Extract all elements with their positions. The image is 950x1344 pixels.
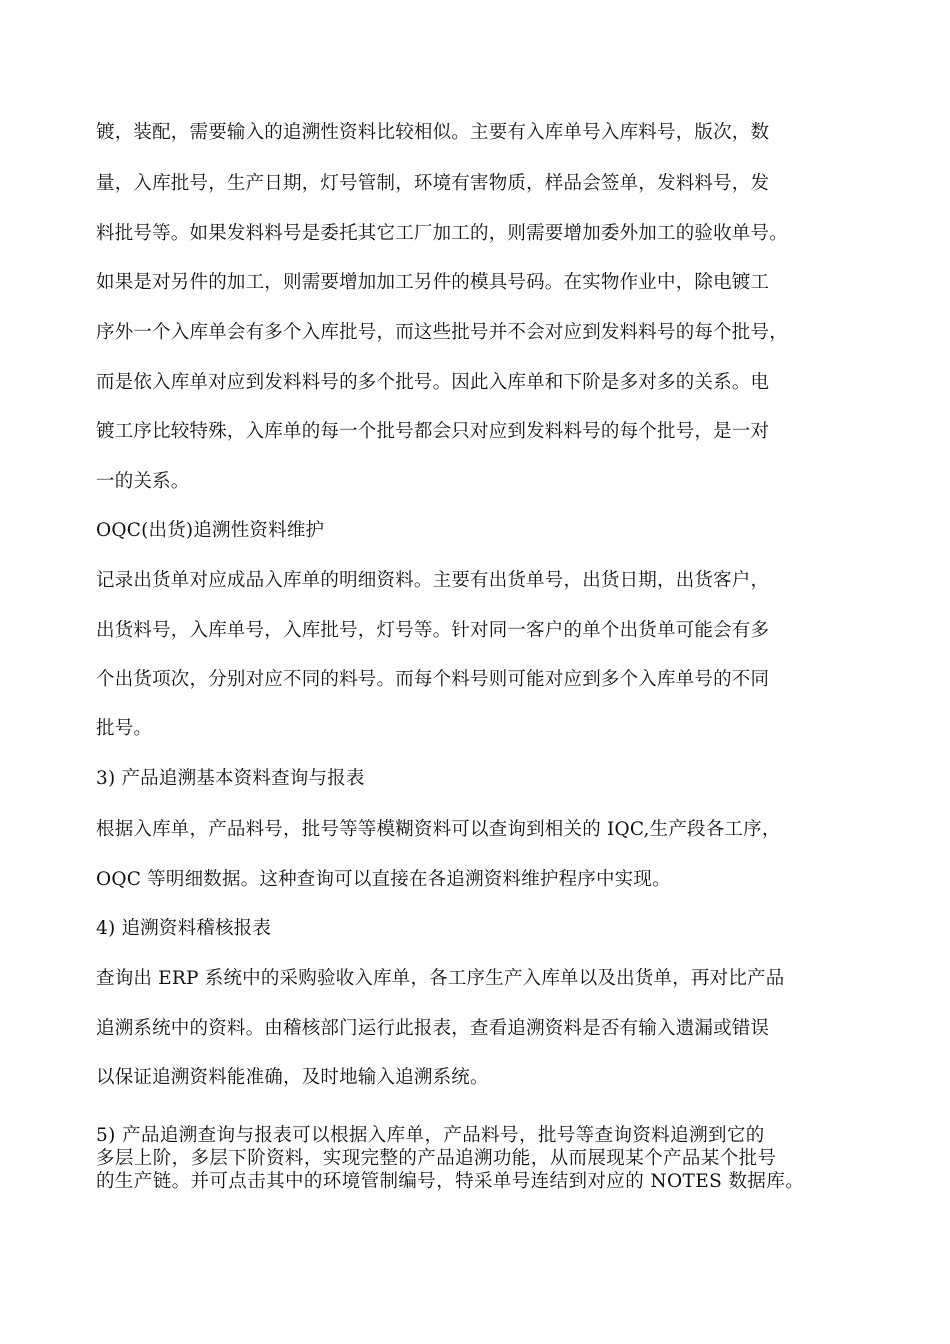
paragraph-2-line-2: 出货料号，入库单号，入库批号，灯号等。针对同一客户的单个出货单可能会有多: [96, 620, 770, 641]
paragraph-1-line-1: 镀，装配，需要输入的追溯性资料比较相似。主要有入库单号入库料号，版次，数: [96, 122, 770, 143]
paragraph-1-line-2: 量，入库批号，生产日期，灯号管制，环境有害物质，样品会签单，发料料号，发: [96, 173, 770, 194]
paragraph-5-line-1: 5) 产品追溯查询与报表可以根据入库单，产品料号，批号等查询资料追溯到它的: [96, 1125, 765, 1146]
paragraph-4-line-2: 追溯系统中的资料。由稽核部门运行此报表，查看追溯资料是否有输入遗漏或错误: [96, 1018, 770, 1039]
paragraph-4-line-1: 查询出 ERP 系统中的采购验收入库单，各工序生产入库单以及出货单，再对比产品: [96, 968, 785, 989]
paragraph-3-line-1: 根据入库单，产品料号，批号等等模糊资料可以查询到相关的 IQC,生产段各工序，: [96, 819, 781, 840]
section-heading-3: 3) 产品追溯基本资料查询与报表: [96, 768, 365, 789]
section-heading-4: 4) 追溯资料稽核报表: [96, 918, 272, 939]
paragraph-2-line-4: 批号。: [96, 718, 153, 739]
paragraph-1-line-5: 序外一个入库单会有多个入库批号，而这些批号并不会对应到发料料号的每个批号，: [96, 322, 788, 343]
paragraph-2-line-1: 记录出货单对应成品入库单的明细资料。主要有出货单号，出货日期，出货客户，: [96, 570, 770, 591]
paragraph-1-line-3: 料批号等。如果发料料号是委托其它工厂加工的，则需要增加委外加工的验收单号。: [96, 223, 788, 244]
section-heading-oqc: OQC(出货)追溯性资料维护: [96, 520, 325, 541]
paragraph-4-line-3: 以保证追溯资料能准确，及时地输入追溯系统。: [96, 1067, 489, 1088]
paragraph-5-line-3: 的生产链。并可点击其中的环境管制编号，特采单号连结到对应的 NOTES 数据库。: [96, 1171, 805, 1192]
paragraph-5-line-2: 多层上阶，多层下阶资料，实现完整的产品追溯功能，从而展现某个产品某个批号: [96, 1148, 777, 1169]
paragraph-1-line-4: 如果是对另件的加工，则需要增加加工另件的模具号码。在实物作业中，除电镀工: [96, 272, 770, 293]
paragraph-1-line-6: 而是依入库单对应到发料料号的多个批号。因此入库单和下阶是多对多的关系。电: [96, 372, 770, 393]
paragraph-1-line-8: 一的关系。: [96, 471, 190, 492]
paragraph-1-line-7: 镀工序比较特殊，入库单的每一个批号都会只对应到发料料号的每个批号，是一对: [96, 421, 770, 442]
paragraph-3-line-2: OQC 等明细数据。这种查询可以直接在各追溯资料维护程序中实现。: [96, 869, 671, 890]
paragraph-2-line-3: 个出货项次，分别对应不同的料号。而每个料号则可能对应到多个入库单号的不同: [96, 669, 770, 690]
